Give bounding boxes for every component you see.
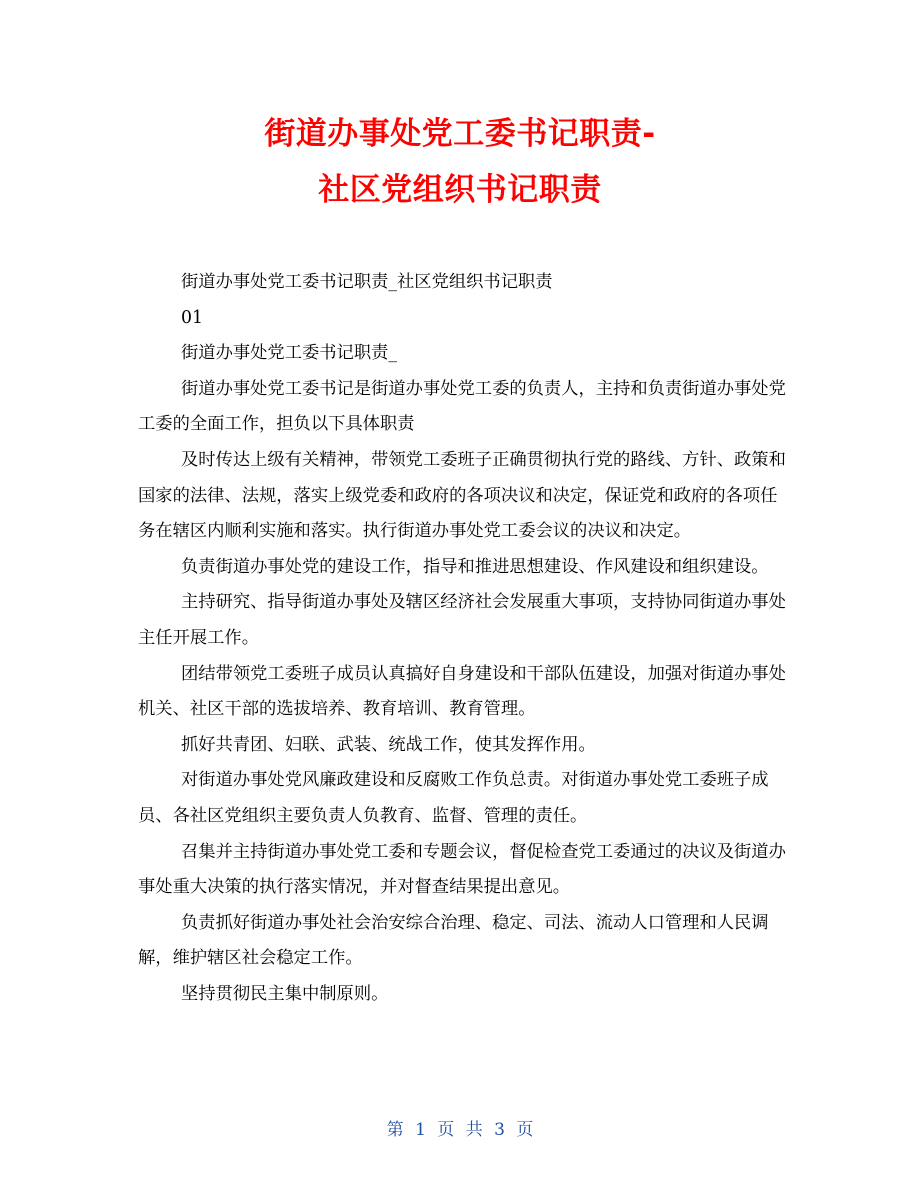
paragraph: 团结带领党工委班子成员认真搞好自身建设和干部队伍建设，加强对街道办事处机关、社区干部的选拔培养、教育培训、教育管理。 xyxy=(138,663,786,720)
paragraph: 负责街道办事处党的建设工作，指导和推进思想建设、作风建设和组织建设。 xyxy=(181,556,769,577)
document-title-line-2: 社区党组织书记职责 xyxy=(318,172,602,208)
paragraph: 街道办事处党工委书记是街道办事处党工委的负责人，主持和负责街道办事处党工委的全面工作，担负以下具体职责 xyxy=(138,378,786,435)
paragraph: 街道办事处党工委书记职责_ xyxy=(181,343,398,364)
paragraph: 召集并主持街道办事处党工委和专题会议，督促检查党工委通过的决议及街道办事处重大决策的执行落实情况，并对督查结果提出意见。 xyxy=(138,841,786,898)
paragraph: 坚持贯彻民主集中制原则。 xyxy=(181,983,389,1004)
document-title-line-1: 街道办事处党工委书记职责- xyxy=(264,116,656,152)
document-body xyxy=(138,265,786,1012)
paragraph: 负责抓好街道办事处社会治安综合治理、稳定、司法、流动人口管理和人民调解，维护辖区社会稳定工作。 xyxy=(138,912,769,969)
paragraph: 01 xyxy=(181,307,203,328)
paragraph: 抓好共青团、妇联、武装、统战工作，使其发挥作用。 xyxy=(181,734,596,755)
paragraph: 及时传达上级有关精神，带领党工委班子正确贯彻执行党的路线、方针、政策和国家的法律、法规，落实上级党委和政府的各项决议和决定，保证党和政府的各项任务在辖区内顺利实施和落实。执行街道办事处党工委会议的决议和决定。 xyxy=(138,449,786,542)
paragraph: 街道办事处党工委书记职责_社区党组织书记职责 xyxy=(181,272,553,292)
page-number-footer: 第 1 页 共 3 页 xyxy=(386,1120,534,1140)
paragraph: 对街道办事处党风廉政建设和反腐败工作负总责。对街道办事处党工委班子成员、各社区党组织主要负责人负教育、监督、管理的责任。 xyxy=(138,770,769,826)
paragraph: 主持研究、指导街道办事处及辖区经济社会发展重大事项，支持协同街道办事处主任开展工作。 xyxy=(138,592,786,648)
